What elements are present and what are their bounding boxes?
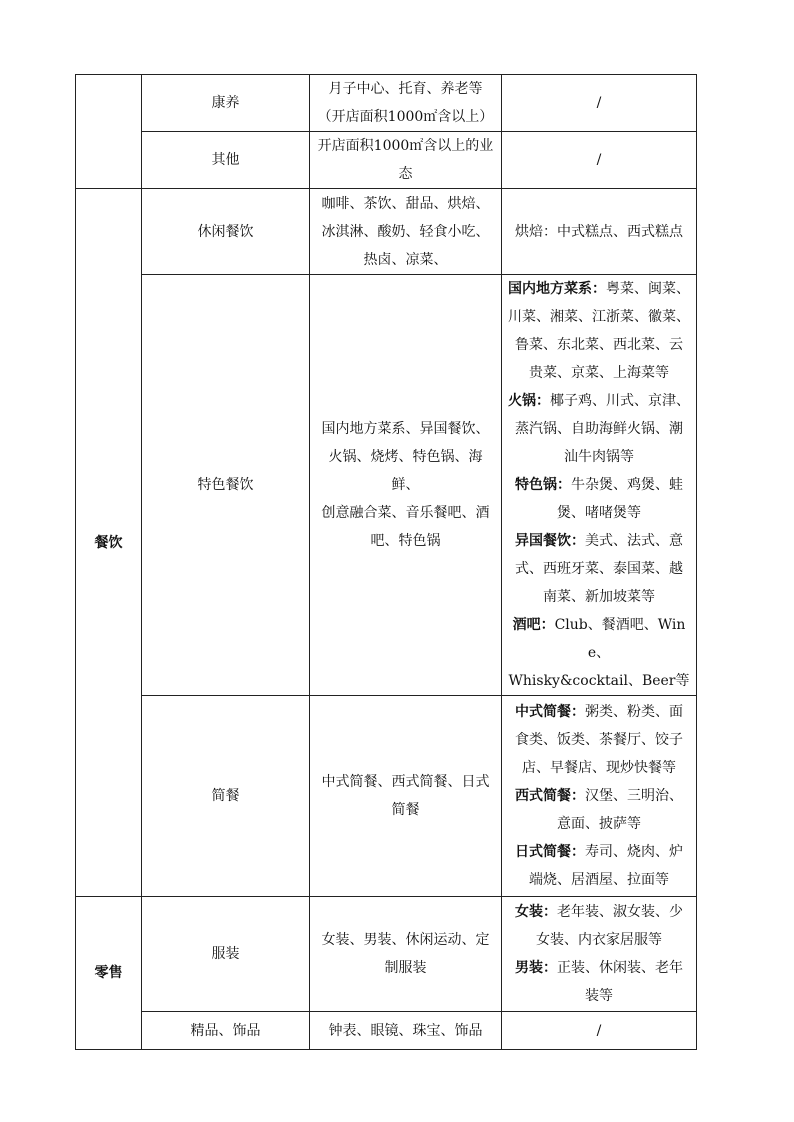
subcategory-label: 特色餐饮 — [197, 477, 254, 493]
table-row-kangyang — [76, 75, 697, 132]
subcategory-label: 简餐 — [211, 788, 240, 804]
detail-cell — [502, 275, 697, 696]
table-row-specialty-dining — [76, 275, 697, 696]
detail-line: 鲁菜、东北菜、西北菜、云 — [515, 337, 683, 353]
table-row-other — [76, 132, 697, 189]
category-cell-catering — [76, 189, 142, 897]
types-line: 开店面积1000㎡含以上的业 — [317, 138, 494, 154]
detail-line: 异国餐饮：美式、法式、意 — [515, 533, 683, 549]
subcategory-cell — [142, 897, 310, 1012]
types-line: 国内地方菜系、异国餐饮、 — [321, 421, 490, 437]
business-format-table — [75, 74, 697, 1050]
table-row-simple-meals — [76, 696, 697, 897]
types-cell — [310, 696, 502, 897]
detail-cell — [502, 189, 697, 275]
types-line: （开店面积1000㎡含以上） — [317, 109, 494, 125]
types-cell — [310, 275, 502, 696]
detail-line: 女装：老年装、淑女装、少 — [515, 904, 683, 920]
detail-label: 日式简餐： — [515, 844, 585, 860]
table-row-casual-dining — [76, 189, 697, 275]
types-line: 女装、男装、休闲运动、定 — [321, 932, 490, 948]
subcategory-label: 服装 — [211, 946, 240, 962]
detail-line: Whisky&cocktail、Beer等 — [508, 673, 690, 689]
table-row-clothing — [76, 897, 697, 1012]
subcategory-cell — [142, 189, 310, 275]
types-line: 钟表、眼镜、珠宝、饰品 — [328, 1022, 483, 1039]
detail-cell — [502, 1012, 697, 1050]
detail-cell — [502, 75, 697, 132]
detail-line: 酒吧：Club、餐酒吧、Wine、 — [512, 617, 686, 661]
detail-cell — [502, 696, 697, 897]
types-line: 态 — [398, 166, 413, 182]
subcategory-cell — [142, 275, 310, 696]
types-line: 吧、特色锅 — [370, 533, 441, 549]
subcategory-cell — [142, 132, 310, 189]
table-row-accessories — [76, 1012, 697, 1050]
subcategory-label: 休闲餐饮 — [197, 223, 254, 240]
detail-line: 火锅：椰子鸡、川式、京津、 — [508, 393, 690, 409]
detail-label: 特色锅： — [515, 477, 571, 493]
detail-label: 异国餐饮： — [515, 533, 585, 549]
detail-label: 酒吧： — [512, 617, 555, 633]
types-line: 冰淇淋、酸奶、轻食小吃、 — [321, 223, 490, 240]
types-cell — [310, 897, 502, 1012]
category-cell-retail — [76, 897, 142, 1050]
detail-line: 装等 — [585, 988, 613, 1004]
detail-text: 烘焙：中式糕点、西式糕点 — [515, 223, 683, 240]
detail-line: 女装、内衣家居服等 — [536, 932, 662, 948]
detail-text: / — [596, 152, 602, 168]
category-cell-empty — [76, 75, 142, 189]
subcategory-cell — [142, 696, 310, 897]
detail-text: / — [596, 95, 602, 111]
detail-line: 贵菜、京菜、上海菜等 — [529, 365, 669, 381]
detail-line: 端烧、居酒屋、拉面等 — [529, 872, 669, 888]
detail-line: 煲、啫啫煲等 — [557, 505, 641, 521]
detail-label: 男装： — [515, 960, 557, 976]
subcategory-cell — [142, 75, 310, 132]
subcategory-label: 精品、饰品 — [190, 1022, 261, 1039]
detail-cell — [502, 897, 697, 1012]
types-line: 月子中心、托育、养老等 — [328, 81, 483, 97]
detail-line: 式、西班牙菜、泰国菜、越 — [515, 561, 683, 577]
types-line: 制服装 — [384, 960, 427, 976]
types-cell — [310, 75, 502, 132]
detail-label: 女装： — [515, 904, 557, 920]
detail-line: 日式简餐：寿司、烧肉、炉 — [515, 844, 683, 860]
subcategory-label: 其他 — [211, 152, 240, 168]
types-line: 咖啡、茶饮、甜品、烘焙、 — [321, 195, 490, 212]
detail-label: 火锅： — [508, 393, 550, 409]
detail-line: 店、早餐店、现炒快餐等 — [522, 760, 676, 776]
detail-cell — [502, 132, 697, 189]
detail-line: 汕牛肉锅等 — [564, 449, 634, 465]
detail-line: 男装：正装、休闲装、老年 — [515, 960, 683, 976]
category-label: 零售 — [94, 965, 123, 981]
types-line: 创意融合菜、音乐餐吧、酒 — [321, 505, 490, 521]
detail-label: 西式简餐： — [515, 788, 585, 804]
detail-line: 意面、披萨等 — [557, 816, 641, 832]
subcategory-cell — [142, 1012, 310, 1050]
detail-label: 国内地方菜系： — [508, 281, 606, 297]
detail-line: 中式简餐：粥类、粉类、面 — [515, 704, 683, 720]
detail-line: 西式简餐：汉堡、三明治、 — [515, 788, 683, 804]
detail-line: 特色锅：牛杂煲、鸡煲、蛙 — [515, 477, 683, 493]
detail-label: 中式简餐： — [515, 704, 585, 720]
types-line: 简餐 — [391, 802, 420, 818]
detail-text: / — [596, 1022, 602, 1039]
types-line: 热卤、凉菜、 — [363, 251, 448, 268]
types-cell — [310, 189, 502, 275]
detail-line: 国内地方菜系：粤菜、闽菜、 — [508, 281, 690, 297]
types-cell — [310, 132, 502, 189]
detail-line: 蒸汽锅、自助海鲜火锅、潮 — [515, 421, 683, 437]
types-cell — [310, 1012, 502, 1050]
types-line: 中式简餐、西式简餐、日式 — [321, 774, 490, 790]
detail-line: 南菜、新加坡菜等 — [543, 589, 655, 605]
subcategory-label: 康养 — [211, 95, 240, 111]
detail-line: 食类、饭类、茶餐厅、饺子 — [515, 732, 683, 748]
category-label: 餐饮 — [94, 534, 123, 551]
types-line: 火锅、烧烤、特色锅、海鲜、 — [328, 449, 483, 493]
detail-line: 川菜、湘菜、江浙菜、徽菜、 — [508, 309, 690, 325]
